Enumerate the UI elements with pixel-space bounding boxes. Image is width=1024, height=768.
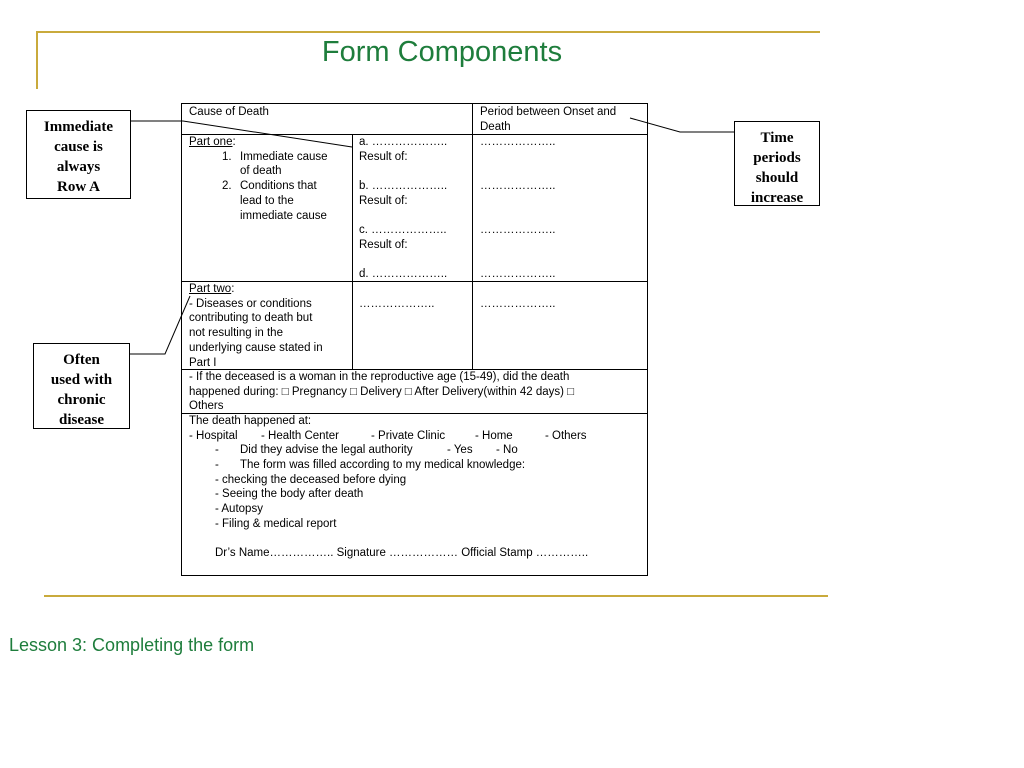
legal-authority-line <box>189 443 644 458</box>
list-line: Immediate cause <box>240 150 328 163</box>
callout-line: increase <box>750 190 804 206</box>
header-period <box>480 105 616 134</box>
entry-c: c. ……………….. <box>359 224 447 237</box>
place-option: - Private Clinic <box>371 429 446 442</box>
legal-question: Did they advise the legal authority <box>240 444 413 457</box>
slide-title: Form Components <box>321 36 563 68</box>
part-two-line: underlying cause stated in <box>189 341 323 354</box>
list-number: 2. <box>222 180 232 193</box>
callout-line: always <box>56 159 101 175</box>
callout-line: should <box>755 170 799 186</box>
woman-line: happened during: □ Pregnancy □ Delivery □ After Delivery(within 42 days) □ <box>189 385 575 398</box>
bullet-dash: - <box>215 459 219 472</box>
bottom-horizontal-rule <box>44 595 828 597</box>
period-c: ……………….. <box>480 224 556 237</box>
bullet-dash: - <box>215 444 219 457</box>
callout-immediate-cause <box>26 110 131 199</box>
part-one-item <box>189 179 349 223</box>
callout-line: cause is <box>54 139 103 155</box>
callout-chronic-disease <box>33 343 130 429</box>
method-line: - Filing & medical report <box>215 517 337 530</box>
entry-a: a. ……………….. <box>359 136 448 148</box>
callout-line: Time <box>760 130 794 146</box>
woman-line: - If the deceased is a woman in the reproductive age (15-49), did the death <box>189 371 570 383</box>
place-options <box>189 429 644 444</box>
callout-line: used with <box>50 372 113 388</box>
top-horizontal-rule <box>36 31 820 33</box>
part-two-line: - Diseases or conditions <box>189 297 312 310</box>
entry-b: b. ……………….. <box>359 180 448 193</box>
method-line: - checking the deceased before dying <box>215 473 407 486</box>
result-of-label: Result of: <box>359 150 408 163</box>
list-number: 1. <box>222 150 232 163</box>
part-two-period: ……………….. <box>480 298 556 310</box>
part-two-line: not resulting in the <box>189 327 283 340</box>
signature-line: Dr’s Name…………….. Signature ……………… Official Stamp ………….. <box>215 547 589 560</box>
period-a: ……………….. <box>480 136 556 148</box>
form-divider <box>472 104 473 369</box>
place-option: - Others <box>545 429 587 442</box>
callout-line: Immediate <box>43 119 114 135</box>
period-b: ……………….. <box>480 180 556 193</box>
death-certificate-form <box>181 103 648 576</box>
list-line: Conditions that <box>240 180 317 193</box>
legal-yes: - Yes <box>447 444 473 457</box>
result-of-label: Result of: <box>359 238 408 251</box>
callout-line: disease <box>59 412 104 428</box>
callout-line: Often <box>63 352 100 368</box>
part-two-line: contributing to death but <box>189 312 313 325</box>
part-two-heading <box>189 282 351 297</box>
part-two-cell <box>189 282 351 370</box>
reproductive-age-question <box>189 370 640 414</box>
callout-time-periods <box>734 121 820 206</box>
part-one-entries <box>359 135 447 282</box>
part-two-line: Part I <box>189 356 217 369</box>
header-period-line: Death <box>480 120 511 133</box>
list-line: lead to the <box>240 194 294 207</box>
period-d: ……………….. <box>480 268 556 281</box>
place-heading: The death happened at: <box>189 415 312 427</box>
legal-no: - No <box>496 444 518 457</box>
part-one-heading <box>189 135 349 150</box>
knowledge-line <box>189 458 644 473</box>
result-of-label: Result of: <box>359 194 408 207</box>
place-option: - Health Center <box>261 429 339 442</box>
callout-line: chronic <box>57 392 106 408</box>
part-one-item <box>189 150 349 179</box>
knowledge-text: The form was filled according to my medical knowledge: <box>240 459 526 472</box>
header-period-line: Period between Onset and <box>480 106 617 118</box>
place-option: - Home <box>475 429 513 442</box>
callout-line: periods <box>753 150 801 166</box>
part-two-label: Part two <box>189 283 232 295</box>
woman-line: Others <box>189 400 224 413</box>
part-one-periods <box>480 135 555 282</box>
method-line: - Autopsy <box>215 503 263 516</box>
place-option: - Hospital <box>189 429 238 442</box>
method-line: - Seeing the body after death <box>215 488 364 501</box>
part-one-label: Part one <box>189 136 233 148</box>
part-two-entry: ……………….. <box>359 298 435 310</box>
callout-line: Row A <box>57 179 100 195</box>
part-one-cell <box>189 135 349 223</box>
part-two-colon: : <box>231 283 235 295</box>
footer-lesson-title: Lesson 3: Completing the form <box>9 635 255 655</box>
place-of-death-section <box>189 414 644 564</box>
form-divider <box>352 134 353 369</box>
part-one-colon: : <box>232 136 236 148</box>
list-line: immediate cause <box>240 209 327 222</box>
list-line: of death <box>240 165 282 178</box>
header-cause-of-death: Cause of Death <box>189 106 269 118</box>
entry-d: d. ……………….. <box>359 268 448 281</box>
